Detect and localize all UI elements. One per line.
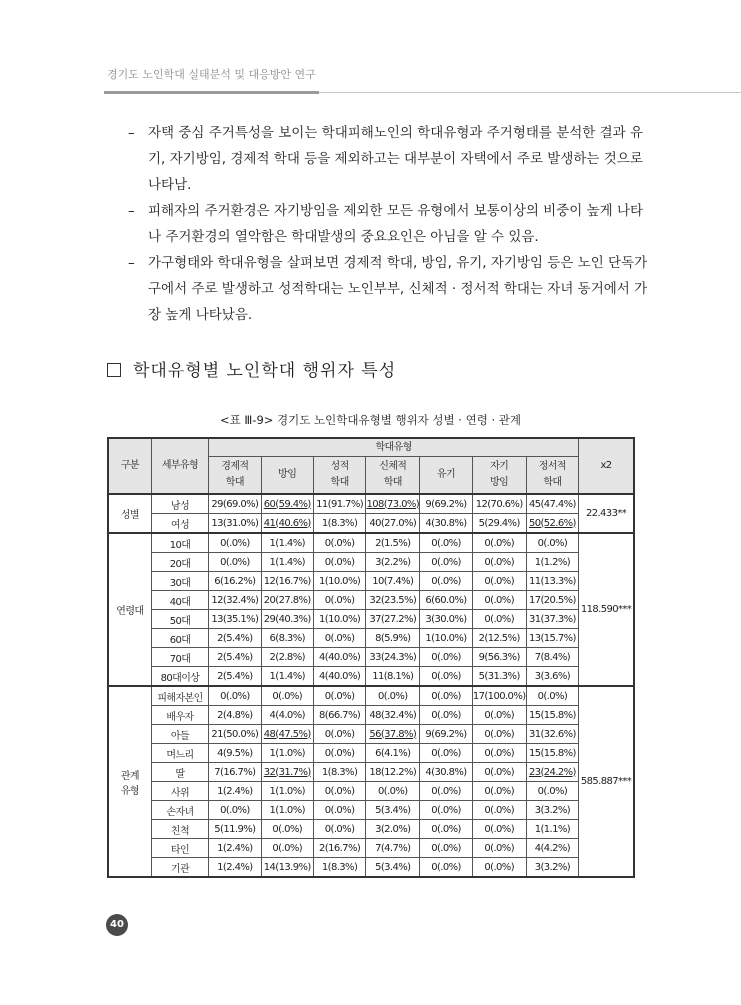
- table-cell: 2(5.4%): [209, 667, 261, 687]
- row-subtype: 딸: [151, 763, 208, 782]
- table-cell: 17(20.5%): [526, 591, 578, 610]
- table-cell: 0(.0%): [420, 648, 472, 667]
- table-cell: 0(.0%): [526, 782, 578, 801]
- table-cell: 2(2.8%): [261, 648, 313, 667]
- header-type-line: 방임: [278, 469, 297, 480]
- table-cell: 0(.0%): [313, 553, 365, 572]
- table-cell: 3(30.0%): [420, 610, 472, 629]
- table-cell: 21(50.0%): [209, 725, 261, 744]
- table-cell: 0(.0%): [472, 610, 526, 629]
- row-x2-value: 22.433**: [579, 494, 634, 533]
- row-x2-value: 585.887***: [579, 686, 634, 877]
- table-cell: 11(91.7%): [313, 494, 365, 514]
- row-subtype: 아들: [151, 725, 208, 744]
- table-cell: 3(2.0%): [366, 820, 420, 839]
- table-cell: 7(16.7%): [209, 763, 261, 782]
- table-cell: 48(47.5%): [261, 725, 313, 744]
- header-type-cell: [526, 457, 578, 495]
- header-group: 구분: [108, 438, 151, 494]
- table-cell: 6(60.0%): [420, 591, 472, 610]
- table-cell: 6(16.2%): [209, 572, 261, 591]
- table-cell: 2(4.8%): [209, 706, 261, 725]
- row-subtype: 70대: [151, 648, 208, 667]
- table-cell: 0(.0%): [472, 591, 526, 610]
- table-cell: 9(69.2%): [420, 494, 472, 514]
- table-cell: 1(2.4%): [209, 858, 261, 878]
- table-row: [108, 629, 634, 648]
- table-cell: 4(30.8%): [420, 763, 472, 782]
- bullet-item: [128, 198, 648, 250]
- table-cell: 0(.0%): [420, 553, 472, 572]
- table-cell: 0(.0%): [366, 686, 420, 706]
- table-cell: 0(.0%): [420, 782, 472, 801]
- table-cell: 0(.0%): [472, 763, 526, 782]
- table-cell: 48(32.4%): [366, 706, 420, 725]
- row-subtype: 10대: [151, 533, 208, 553]
- table-cell: 10(7.4%): [366, 572, 420, 591]
- bullet-item: [128, 250, 648, 328]
- table-row: [108, 591, 634, 610]
- header-type-line: 학대: [383, 477, 402, 488]
- table-cell: 4(30.8%): [420, 514, 472, 534]
- table-cell: 2(5.4%): [209, 629, 261, 648]
- table-cell: 31(32.6%): [526, 725, 578, 744]
- row-group-label: [108, 494, 151, 533]
- table-cell: 0(.0%): [313, 782, 365, 801]
- table-row: [108, 533, 634, 553]
- table-cell: 18(12.2%): [366, 763, 420, 782]
- row-subtype: 여성: [151, 514, 208, 534]
- table-cell: 32(31.7%): [261, 763, 313, 782]
- table-cell: 1(1.2%): [526, 553, 578, 572]
- table-cell: 1(8.3%): [313, 514, 365, 534]
- table-cell: 0(.0%): [472, 725, 526, 744]
- header-type-line: 학대: [543, 477, 562, 488]
- table-cell: 2(16.7%): [313, 839, 365, 858]
- table-cell: 1(1.0%): [261, 744, 313, 763]
- table-row: [108, 782, 634, 801]
- table-cell: 0(.0%): [472, 839, 526, 858]
- table-header-row: [108, 438, 634, 457]
- table-cell: 3(2.2%): [366, 553, 420, 572]
- table-cell: 1(8.3%): [313, 763, 365, 782]
- table-cell: 6(4.1%): [366, 744, 420, 763]
- table-cell: 0(.0%): [472, 533, 526, 553]
- table-cell: 4(40.0%): [313, 667, 365, 687]
- table-cell: 0(.0%): [209, 553, 261, 572]
- table-cell: 5(3.4%): [366, 801, 420, 820]
- row-subtype: 40대: [151, 591, 208, 610]
- table-cell: 0(.0%): [209, 801, 261, 820]
- table-row: [108, 820, 634, 839]
- table-cell: 3(3.2%): [526, 858, 578, 878]
- table-cell: 0(.0%): [313, 820, 365, 839]
- table-cell: 0(.0%): [313, 725, 365, 744]
- table-row: [108, 572, 634, 591]
- bullet-list: [128, 120, 648, 328]
- table-row: [108, 858, 634, 878]
- table-cell: 56(37.8%): [366, 725, 420, 744]
- table-row: [108, 763, 634, 782]
- header-type-cell: [472, 457, 526, 495]
- table-cell: 12(16.7%): [261, 572, 313, 591]
- table-row: [108, 725, 634, 744]
- table-cell: 0(.0%): [472, 744, 526, 763]
- bullet-dash: –: [128, 203, 135, 219]
- table-cell: 0(.0%): [366, 782, 420, 801]
- table-cell: 31(37.3%): [526, 610, 578, 629]
- table-row: [108, 610, 634, 629]
- header-type-line: 신체적: [379, 461, 407, 472]
- table-row: [108, 744, 634, 763]
- row-subtype: 타인: [151, 839, 208, 858]
- table-cell: 23(24.2%): [526, 763, 578, 782]
- table-cell: 1(1.4%): [261, 533, 313, 553]
- table-cell: 11(8.1%): [366, 667, 420, 687]
- row-subtype: 50대: [151, 610, 208, 629]
- table-cell: 0(.0%): [472, 572, 526, 591]
- table-cell: 60(59.4%): [261, 494, 313, 514]
- table-cell: 0(.0%): [526, 533, 578, 553]
- table-cell: 0(.0%): [420, 744, 472, 763]
- table-cell: 0(.0%): [472, 801, 526, 820]
- row-subtype: 사위: [151, 782, 208, 801]
- row-group-label-line: 성별: [120, 510, 139, 521]
- row-subtype: 피해자본인: [151, 686, 208, 706]
- table-cell: 0(.0%): [526, 686, 578, 706]
- table-row: [108, 514, 634, 534]
- table-cell: 8(5.9%): [366, 629, 420, 648]
- table-cell: 1(1.0%): [261, 782, 313, 801]
- table-cell: 1(10.0%): [313, 610, 365, 629]
- table-cell: 1(1.4%): [261, 553, 313, 572]
- table-cell: 5(31.3%): [472, 667, 526, 687]
- header-x2: x2: [579, 438, 634, 494]
- table-cell: 0(.0%): [313, 533, 365, 553]
- header-type-line: 방임: [490, 477, 509, 488]
- table-cell: 0(.0%): [420, 533, 472, 553]
- row-group-label-line: 유형: [120, 785, 139, 797]
- table-cell: 13(35.1%): [209, 610, 261, 629]
- table-cell: 2(1.5%): [366, 533, 420, 553]
- header-subtype: 세부유형: [151, 438, 208, 494]
- table-cell: 0(.0%): [472, 782, 526, 801]
- table-cell: 11(13.3%): [526, 572, 578, 591]
- row-group-label: [108, 686, 151, 877]
- table-cell: 15(15.8%): [526, 706, 578, 725]
- bullet-text: 자택 중심 주거특성을 보이는 학대피해노인의 학대유형과 주거형태를 분석한 결과 유기, 자기방임, 경제적 학대 등을 제외하고는 대부분이 자택에서 주로 발생하는 것으로 나타남.: [148, 125, 644, 193]
- table-cell: 33(24.3%): [366, 648, 420, 667]
- table-cell: 1(10.0%): [420, 629, 472, 648]
- table-cell: 32(23.5%): [366, 591, 420, 610]
- table-cell: 0(.0%): [261, 820, 313, 839]
- table-cell: 0(.0%): [420, 801, 472, 820]
- table-cell: 1(1.0%): [261, 801, 313, 820]
- header-type-line: 경제적: [221, 461, 249, 472]
- header-type-cell: [261, 457, 313, 495]
- row-group-label-line: 관계: [120, 770, 139, 782]
- table-cell: 5(29.4%): [472, 514, 526, 534]
- table-cell: 2(12.5%): [472, 629, 526, 648]
- table-cell: 50(52.6%): [526, 514, 578, 534]
- table-cell: 37(27.2%): [366, 610, 420, 629]
- table-cell: 17(100.0%): [472, 686, 526, 706]
- table-cell: 29(40.3%): [261, 610, 313, 629]
- table-cell: 0(.0%): [472, 820, 526, 839]
- table-cell: 1(1.1%): [526, 820, 578, 839]
- header-type-cell: [313, 457, 365, 495]
- table-cell: 0(.0%): [472, 553, 526, 572]
- table-cell: 12(32.4%): [209, 591, 261, 610]
- header-type-line: 자기: [490, 461, 509, 472]
- row-subtype: 60대: [151, 629, 208, 648]
- table-cell: 13(15.7%): [526, 629, 578, 648]
- row-subtype: 며느리: [151, 744, 208, 763]
- header-type-line: 정서적: [538, 461, 566, 472]
- table-cell: 5(11.9%): [209, 820, 261, 839]
- bullet-text: 가구형태와 학대유형을 살펴보면 경제적 학대, 방임, 유기, 자기방임 등은 노인 단독가구에서 주로 발생하고 성적학대는 노인부부, 신체적 · 정서적 학대는 자녀 동거에서 가장 높게 나타났음.: [148, 255, 648, 323]
- table-cell: 0(.0%): [472, 858, 526, 878]
- table-cell: 1(1.4%): [261, 667, 313, 687]
- table-cell: 8(66.7%): [313, 706, 365, 725]
- table-cell: 0(.0%): [261, 839, 313, 858]
- table-row: [108, 839, 634, 858]
- section-title-text: 학대유형별 노인학대 행위자 특성: [133, 361, 397, 381]
- row-subtype: 남성: [151, 494, 208, 514]
- table-cell: 0(.0%): [313, 744, 365, 763]
- table-cell: 0(.0%): [420, 839, 472, 858]
- table-cell: 3(3.2%): [526, 801, 578, 820]
- header-type-cell: [209, 457, 261, 495]
- table-cell: 1(10.0%): [313, 572, 365, 591]
- bullet-dash: –: [128, 125, 135, 141]
- table-cell: 6(8.3%): [261, 629, 313, 648]
- table-cell: 14(13.9%): [261, 858, 313, 878]
- table-cell: 40(27.0%): [366, 514, 420, 534]
- row-subtype: 30대: [151, 572, 208, 591]
- table-cell: 4(4.0%): [261, 706, 313, 725]
- square-bullet-icon: [107, 363, 121, 377]
- table-cell: 0(.0%): [313, 686, 365, 706]
- table-cell: 1(2.4%): [209, 782, 261, 801]
- table-cell: 108(73.0%): [366, 494, 420, 514]
- row-group-label-line: 연령대: [116, 606, 144, 617]
- table-caption: <표 Ⅲ-9> 경기도 노인학대유형별 행위자 성별 · 연령 · 관계: [219, 413, 522, 427]
- bullet-dash: –: [128, 255, 135, 271]
- row-x2-value: 118.590***: [579, 533, 634, 686]
- header-abuse-type: 학대유형: [209, 438, 579, 457]
- table-row: [108, 706, 634, 725]
- table-cell: 20(27.8%): [261, 591, 313, 610]
- table-cell: 29(69.0%): [209, 494, 261, 514]
- table-cell: 7(8.4%): [526, 648, 578, 667]
- table-row: [108, 686, 634, 706]
- table-cell: 0(.0%): [472, 706, 526, 725]
- bullet-item: [128, 120, 648, 198]
- table-cell: 0(.0%): [420, 572, 472, 591]
- table-cell: 1(2.4%): [209, 839, 261, 858]
- table-cell: 0(.0%): [261, 686, 313, 706]
- table-row: [108, 553, 634, 572]
- table-cell: 0(.0%): [420, 858, 472, 878]
- table-cell: 4(9.5%): [209, 744, 261, 763]
- table-cell: 0(.0%): [313, 629, 365, 648]
- page-number: 40: [106, 914, 128, 936]
- row-subtype: 80대이상: [151, 667, 208, 687]
- header-rule-accent: [104, 91, 319, 94]
- table-cell: 9(56.3%): [472, 648, 526, 667]
- table-cell: 5(3.4%): [366, 858, 420, 878]
- section-title: [107, 356, 396, 381]
- table-cell: 12(70.6%): [472, 494, 526, 514]
- table-row: [108, 494, 634, 514]
- table-cell: 2(5.4%): [209, 648, 261, 667]
- table-cell: 7(4.7%): [366, 839, 420, 858]
- running-header: 경기도 노인학대 실태분석 및 대응방안 연구: [107, 68, 316, 81]
- table-cell: 0(.0%): [420, 706, 472, 725]
- table-cell: 41(40.6%): [261, 514, 313, 534]
- table-cell: 4(40.0%): [313, 648, 365, 667]
- header-type-line: 학대: [330, 477, 349, 488]
- table-cell: 0(.0%): [420, 686, 472, 706]
- table-cell: 4(4.2%): [526, 839, 578, 858]
- table-row: [108, 801, 634, 820]
- table-cell: 0(.0%): [209, 533, 261, 553]
- table-cell: 45(47.4%): [526, 494, 578, 514]
- abuser-characteristics-table: [107, 437, 635, 878]
- table-cell: 1(8.3%): [313, 858, 365, 878]
- header-type-cell: [420, 457, 472, 495]
- header-type-line: 유기: [436, 469, 456, 480]
- row-subtype: 친척: [151, 820, 208, 839]
- header-type-line: 성적: [330, 461, 349, 472]
- row-subtype: 기관: [151, 858, 208, 878]
- table-cell: 0(.0%): [313, 801, 365, 820]
- header-type-cell: [366, 457, 420, 495]
- row-group-label: [108, 533, 151, 686]
- table-cell: 0(.0%): [420, 820, 472, 839]
- table-cell: 0(.0%): [313, 591, 365, 610]
- table-cell: 0(.0%): [420, 667, 472, 687]
- table-row: [108, 648, 634, 667]
- table-cell: 3(3.6%): [526, 667, 578, 687]
- table-cell: 0(.0%): [209, 686, 261, 706]
- table-cell: 9(69.2%): [420, 725, 472, 744]
- bullet-text: 피해자의 주거환경은 자기방임을 제외한 모든 유형에서 보통이상의 비중이 높게 나타나 주거환경의 열악함은 학대발생의 중요요인은 아님을 알 수 있음.: [148, 203, 644, 245]
- table-cell: 13(31.0%): [209, 514, 261, 534]
- table-row: [108, 667, 634, 687]
- row-subtype: 20대: [151, 553, 208, 572]
- header-type-line: 학대: [225, 477, 244, 488]
- row-subtype: 배우자: [151, 706, 208, 725]
- row-subtype: 손자녀: [151, 801, 208, 820]
- table-cell: 15(15.8%): [526, 744, 578, 763]
